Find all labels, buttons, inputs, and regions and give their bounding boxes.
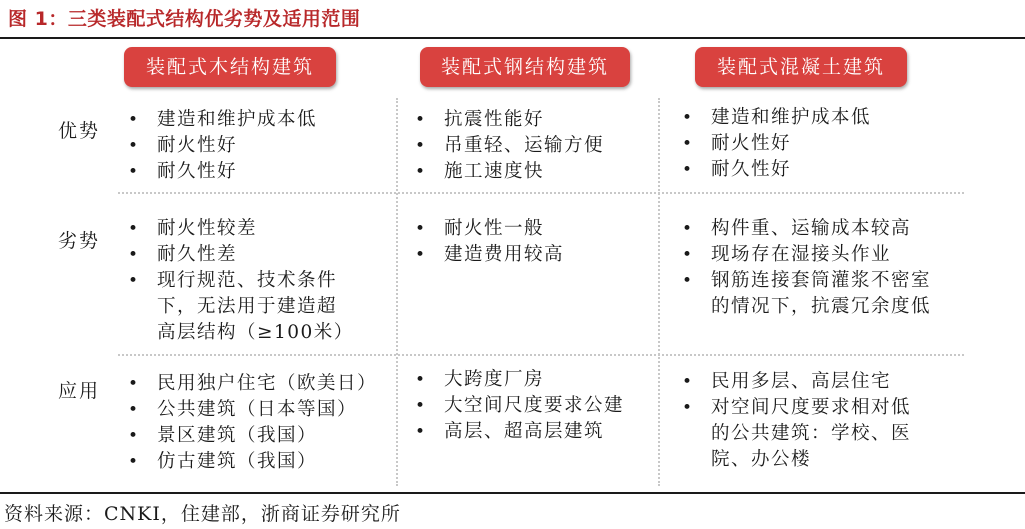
- bullet-item: • 建造费用较高: [410, 242, 564, 268]
- cell-list: [123, 216, 354, 346]
- bullet-item: • 施工速度快: [410, 159, 604, 185]
- bullet-item: • 耐火性较差: [123, 216, 354, 242]
- bullet-item: • 大跨度厂房: [410, 367, 624, 393]
- row-label-disadvantages: 劣势: [58, 230, 101, 252]
- bullet-item: • 景区建筑（我国）: [123, 423, 377, 449]
- cell-list: [410, 216, 564, 268]
- bullet-item: • 耐久性好: [123, 159, 317, 185]
- top-rule: [0, 37, 1025, 39]
- bullet-item: • 民用多层、高层住宅: [677, 369, 911, 395]
- bullet-item: • 现场存在湿接头作业: [677, 242, 931, 268]
- column-header-concrete: 装配式混凝土建筑: [695, 47, 907, 87]
- row-separator: [118, 354, 964, 356]
- column-separator: [396, 98, 398, 486]
- row-label-advantages: 优势: [58, 120, 101, 142]
- bullet-item: • 现行规范、技术条件 下，无法用于建造超 高层结构（≥100米）: [123, 268, 354, 346]
- bullet-item: • 民用独户住宅（欧美日）: [123, 371, 377, 397]
- bullet-item: • 耐久性差: [123, 242, 354, 268]
- bullet-item: • 钢筋连接套筒灌浆不密室 的情况下，抗震冗余度低: [677, 268, 931, 320]
- row-label-applications: 应用: [58, 380, 101, 402]
- bullet-item: • 耐火性好: [123, 133, 317, 159]
- bullet-item: • 耐久性好: [677, 157, 871, 183]
- bullet-item: • 构件重、运输成本较高: [677, 216, 931, 242]
- cell-list: [677, 105, 871, 183]
- source-note: 资料来源：CNKI，住建部，浙商证券研究所: [4, 503, 401, 525]
- column-separator: [658, 98, 660, 486]
- cell-list: [123, 371, 377, 475]
- bullet-item: • 高层、超高层建筑: [410, 419, 624, 445]
- cell-list: [410, 367, 624, 445]
- column-header-steel: 装配式钢结构建筑: [420, 47, 630, 87]
- cell-list: [677, 369, 911, 473]
- bullet-item: • 吊重轻、运输方便: [410, 133, 604, 159]
- bullet-item: • 耐火性好: [677, 131, 871, 157]
- bullet-item: • 大空间尺度要求公建: [410, 393, 624, 419]
- cell-list: [677, 216, 931, 320]
- row-separator: [118, 192, 964, 194]
- bullet-item: • 建造和维护成本低: [677, 105, 871, 131]
- bullet-item: • 仿古建筑（我国）: [123, 449, 377, 475]
- cell-list: [410, 107, 604, 185]
- bullet-item: • 公共建筑（日本等国）: [123, 397, 377, 423]
- bullet-item: • 对空间尺度要求相对低 的公共建筑：学校、医 院、办公楼: [677, 395, 911, 473]
- bullet-item: • 抗震性能好: [410, 107, 604, 133]
- bottom-rule: [0, 492, 1025, 494]
- figure-title: 图 1：三类装配式结构优劣势及适用范围: [8, 8, 361, 30]
- bullet-item: • 耐火性一般: [410, 216, 564, 242]
- bullet-item: • 建造和维护成本低: [123, 107, 317, 133]
- column-header-wood: 装配式木结构建筑: [124, 47, 336, 87]
- cell-list: [123, 107, 317, 185]
